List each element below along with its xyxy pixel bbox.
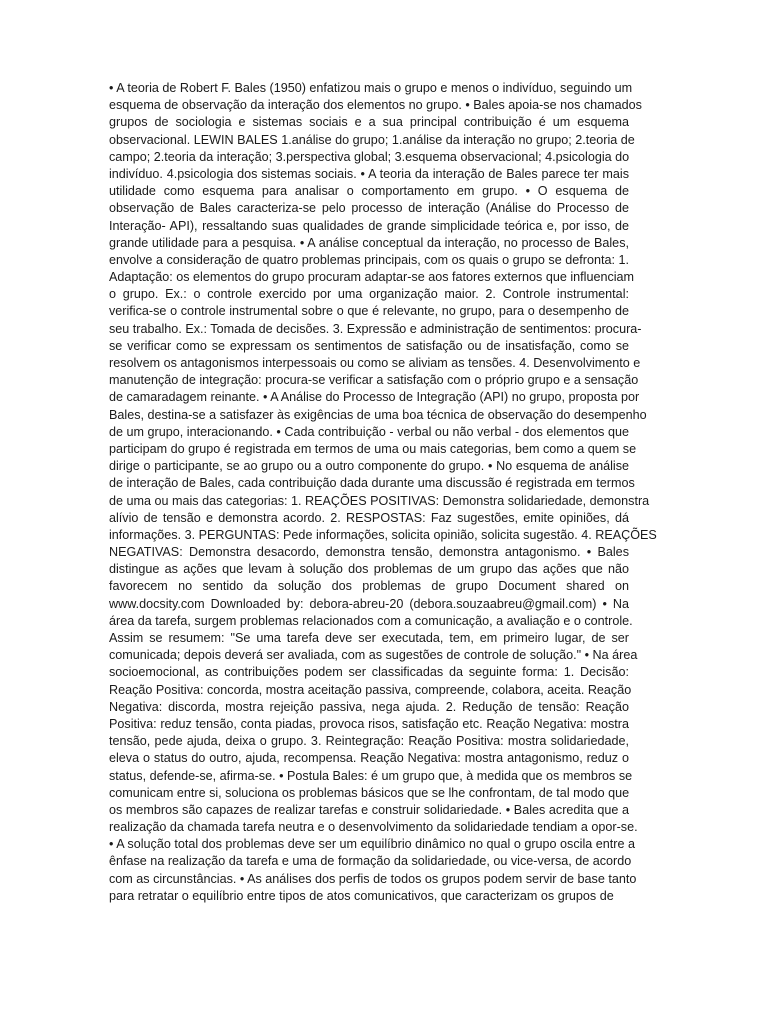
text-line: favorecem no sentido da solução dos problemas de grupo Document shared on	[109, 579, 629, 594]
text-line: Interação- API), ressaltando suas qualidades de grande simplicidade teórica e, por isso, de	[109, 218, 629, 233]
text-line: Negativa: discorda, mostra rejeição passiva, nega ajuda. 2. Redução de tensão: Reação	[109, 699, 629, 714]
body-text	[109, 80, 657, 905]
text-line: com as circunstâncias. • As análises dos perfis de todos os grupos podem servir de base tanto	[109, 871, 637, 886]
text-line: Adaptação: os elementos do grupo procuram adaptar-se aos fatores externos que influenciam	[109, 270, 635, 285]
text-line: comunicam entre si, soluciona os problemas básicos que se lhe confrontam, de tal modo que	[109, 785, 630, 800]
text-line: os membros são capazes de realizar tarefas e construir solidariedade. • Bales acredita que a	[109, 802, 629, 817]
text-line: resolvem os antagonismos interpessoais ou como se aliviam as tensões. 4. Desenvolvimento e	[109, 356, 641, 370]
text-line: observacional. LEWIN BALES 1.análise do grupo; 1.análise da interação no grupo; 2.teoria de	[109, 132, 635, 147]
text-line: www.docsity.com Downloaded by: debora-abreu-20 (debora.souzaabreu@gmail.com) • Na	[109, 596, 629, 611]
text-line: informações. 3. PERGUNTAS: Pede informações, solicita opinião, solicita sugestão. 4. REAÇÕES	[109, 527, 657, 542]
text-line: eleva o status do outro, ajuda, recompensa. Reação Negativa: mostra antagonismo, reduz o	[109, 751, 629, 766]
text-line: alívio de tensão e demonstra acordo. 2. RESPOSTAS: Faz sugestões, emite opiniões, dá	[109, 510, 629, 525]
text-line: de um grupo, interacionando. • Cada contribuição - verbal ou não verbal - dos elementos que	[109, 424, 629, 439]
text-line: realização da chamada tarefa neutra e o desenvolvimento da solidariedade tendiam a opor-se.	[109, 820, 638, 835]
text-line: envolve a consideração de quatro problemas principais, com os quais o grupo se defronta: 1.	[109, 252, 629, 267]
text-line: • A teoria de Robert F. Bales (1950) enfatizou mais o grupo e menos o indivíduo, seguindo um	[109, 81, 633, 95]
text-line: indivíduo. 4.psicologia dos sistemas sociais. • A teoria da interação de Bales parece ter mais	[109, 166, 629, 181]
text-line: o grupo. Ex.: o controle exercido por uma organização maior. 2. Controle instrumental:	[109, 287, 629, 302]
text-line: de uma ou mais das categorias: 1. REAÇÕES POSITIVAS: Demonstra solidariedade, demonstra	[109, 493, 650, 508]
text-line: participam do grupo é registrada em termos de uma ou mais categorias, bem como a quem se	[109, 441, 637, 456]
text-line: de interação de Bales, cada contribuição dada durante uma discussão é registrada em termos	[109, 476, 635, 491]
text-line: para retratar o equilíbrio entre tipos de atos comunicativos, que caracterizam os grupos de	[109, 888, 614, 903]
text-line: área da tarefa, surgem problemas relacionados com a comunicação, a avaliação e o controle.	[109, 613, 633, 628]
text-line: NEGATIVAS: Demonstra desacordo, demonstra tensão, demonstra antagonismo. • Bales	[109, 545, 629, 560]
text-line: Positiva: reduz tensão, conta piadas, provoca risos, satisfação etc. Reação Negativa: mostra	[109, 716, 629, 731]
text-line: Bales, destina-se a satisfazer às exigências de uma boa técnica de observação do desempenho	[109, 407, 647, 422]
text-line: ênfase na realização da tarefa e uma de formação da solidariedade, ou vice-versa, de acordo	[109, 854, 632, 869]
text-line: tensão, pede ajuda, deixa o grupo. 3. Reintegração: Reação Positiva: mostra solidariedade,	[109, 734, 629, 749]
text-line: se verificar como se expressam os sentimentos de satisfação ou de insatisfação, como se	[109, 338, 629, 353]
text-line: observação de Bales caracteriza-se pelo processo de interação (Análise do Processo de	[109, 201, 629, 216]
text-line: distingue as ações que levam à solução dos problemas de um grupo das ações que não	[109, 562, 629, 577]
text-line: grupos de sociologia e sistemas sociais e a sua principal contribuição é um esquema	[109, 115, 629, 130]
text-line: seu trabalho. Ex.: Tomada de decisões. 3. Expressão e administração de sentimentos: procura-	[109, 321, 642, 336]
text-line: de camaradagem reinante. • A Análise do Processo de Integração (API) no grupo, proposta por	[109, 390, 640, 405]
text-line: esquema de observação da interação dos elementos no grupo. • Bales apoia-se nos chamados	[109, 98, 642, 113]
text-line: Reação Positiva: concorda, mostra aceitação passiva, compreende, colabora, aceita. Reação	[109, 682, 632, 697]
text-line: status, defende-se, afirma-se. • Postula Bales: é um grupo que, à medida que os membros se	[109, 768, 633, 783]
text-line: dirige o participante, se ao grupo ou a outro componente do grupo. • No esquema de análise	[109, 459, 629, 474]
text-line: manutenção de integração: procura-se verificar a satisfação com o próprio grupo e a sensação	[109, 373, 639, 388]
text-line: grande utilidade para a pesquisa. • A análise conceptual da interação, no processo de Bales,	[109, 235, 629, 250]
text-line: verifica-se o controle instrumental sobre o que é relevante, no grupo, para o desempenho de	[109, 304, 629, 319]
text-line: • A solução total dos problemas deve ser um equilíbrio dinâmico no qual o grupo oscila entre a	[109, 837, 635, 852]
text-line: socioemocional, as contribuições podem ser classificadas da seguinte forma: 1. Decisão:	[109, 665, 629, 680]
text-line: Assim se resumem: "Se uma tarefa deve ser executada, tem, em primeiro lugar, de ser	[109, 631, 629, 645]
text-line: comunicada; depois deverá ser avaliada, com as sugestões de controle de solução." • Na área	[109, 648, 638, 663]
text-line: campo; 2.teoria da interação; 3.perspectiva global; 3.esquema observacional; 4.psicologia do	[109, 149, 630, 164]
text-line: utilidade como esquema para analisar o comportamento em grupo. • O esquema de	[109, 184, 629, 199]
